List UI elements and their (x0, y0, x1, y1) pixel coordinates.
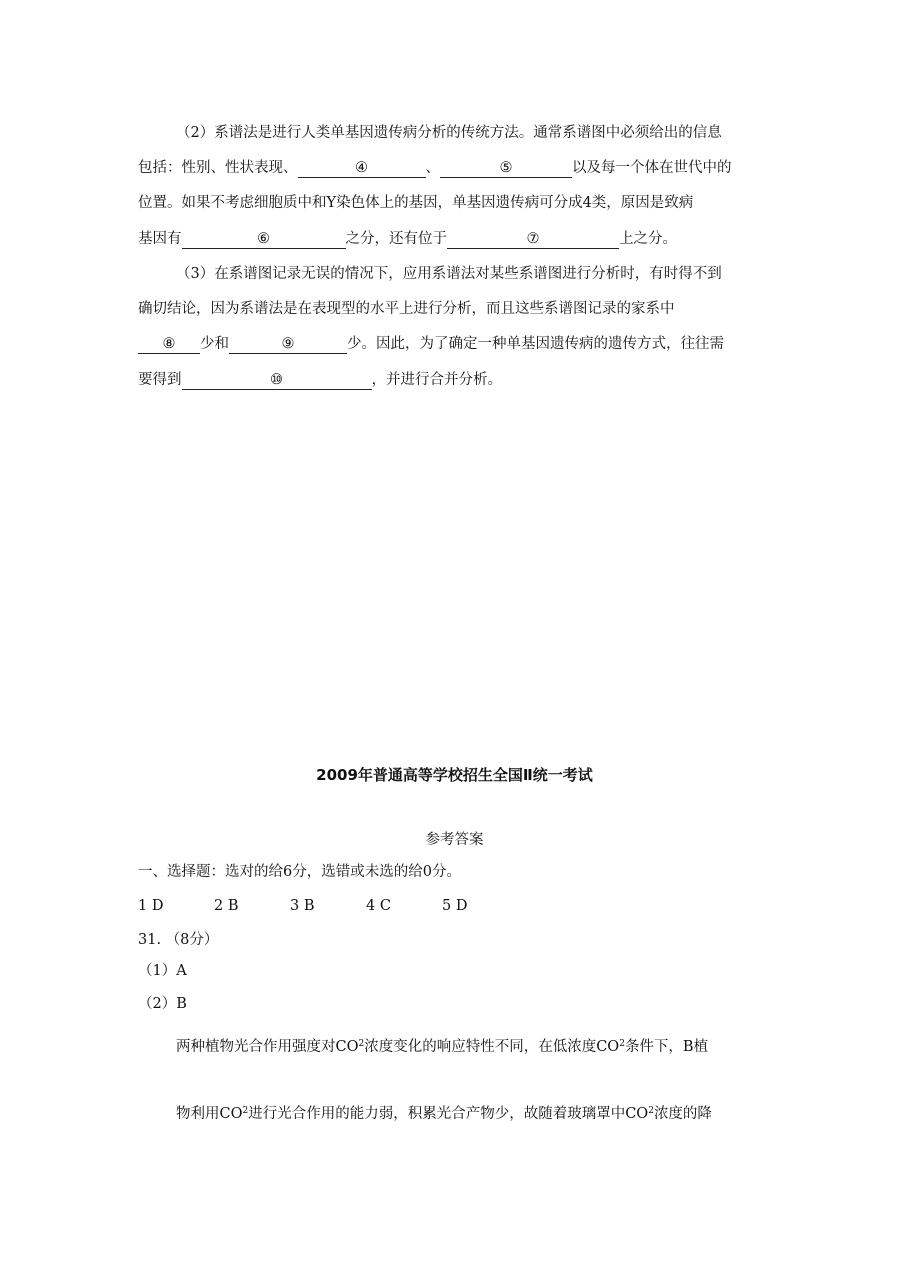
q3-text: （3）在系谱图记录无误的情况下，应用系谱法对某些系谱图进行分析时，有时得不到 (176, 266, 722, 282)
q2-text: 位置。如果不考虑细胞质中和Y染色体上的基因，单基因遗传病可分成4类，原因是致病 (138, 195, 694, 211)
blank-5[interactable]: ⑤ (440, 159, 572, 178)
explanation-text: 物利用CO (176, 1106, 243, 1122)
explanation-text: 浓度的降 (653, 1106, 712, 1122)
answer-2-text: （2）B (138, 996, 187, 1012)
q2-line-4 (138, 228, 778, 250)
exam-title: 2009年普通高等学校招生全国Ⅱ统一考试 (316, 766, 593, 784)
choice-answer: 5 D (442, 898, 468, 914)
q2-line-2 (138, 157, 778, 179)
blank-9[interactable]: ⑨ (229, 335, 347, 354)
q3-line-4 (138, 369, 778, 391)
choice-answer: 3 B (290, 898, 315, 914)
choice-answer: 2 B (214, 898, 239, 914)
explanation-line-2 (176, 1100, 816, 1125)
q2-text: 之分，还有位于 (345, 231, 447, 247)
blank-8[interactable]: ⑧ (138, 335, 200, 354)
q3-text: ，并进行合并分析。 (371, 372, 502, 388)
q2-text: 基因有 (138, 231, 182, 247)
section-1-text: 一、选择题：选对的给6分，选错或未选的给0分。 (138, 864, 461, 880)
q2-text: 以及每一个体在世代中的 (572, 160, 732, 176)
subscript-2: 2 (619, 1039, 625, 1049)
q3-line-1 (176, 263, 816, 285)
blank-4[interactable]: ④ (298, 159, 426, 178)
blank-7[interactable]: ⑦ (447, 230, 619, 249)
q3-text: 少。因此，为了确定一种单基因遗传病的遗传方式，往往需 (347, 336, 724, 352)
subscript-2: 2 (242, 1106, 249, 1116)
q2-line-3 (138, 192, 778, 214)
q3-text: 确切结论，因为系谱法是在表现型的水平上进行分析，而且这些系谱图记录的家系中 (138, 301, 675, 317)
answer-1-text: （1）A (138, 963, 187, 979)
subscript-2: 2 (358, 1039, 365, 1049)
blank-10[interactable]: ⑩ (182, 371, 372, 390)
answer-1 (138, 960, 778, 982)
blank-6[interactable]: ⑥ (182, 230, 346, 249)
answer-2 (138, 993, 778, 1015)
explanation-text: 浓度变化的响应特性不同，在低浓度CO (364, 1039, 620, 1055)
q2-text: （2）系谱法是进行人类单基因遗传病分析的传统方法。通常系谱图中必须给出的信息 (176, 125, 722, 141)
q2-text: 包括：性别、性状表现、 (138, 160, 298, 176)
q31-text: 31. （8分） (138, 932, 219, 948)
section-1-heading (138, 861, 778, 883)
answers-subtitle: 参考答案 (425, 832, 484, 848)
explanation-text: 进行光合作用的能力弱，积累光合产物少，故随着玻璃罩中CO (248, 1106, 649, 1122)
explanation-line-1 (176, 1033, 816, 1058)
q2-text: 上之分。 (619, 231, 677, 247)
q3-line-3 (138, 333, 778, 355)
choice-answers (138, 895, 778, 917)
q3-line-2 (138, 298, 778, 320)
q2-text: 、 (425, 160, 440, 176)
q2-line-1 (176, 122, 816, 144)
q3-text: 要得到 (138, 372, 182, 388)
subscript-2: 2 (648, 1106, 654, 1116)
explanation-text: 条件下，B植 (624, 1039, 709, 1055)
choice-answer: 1 D (138, 898, 164, 914)
explanation-text: 两种植物光合作用强度对CO (176, 1039, 359, 1055)
q3-text: 少和 (200, 336, 229, 352)
q31-heading (138, 929, 778, 951)
choice-answer: 4 C (366, 898, 391, 914)
